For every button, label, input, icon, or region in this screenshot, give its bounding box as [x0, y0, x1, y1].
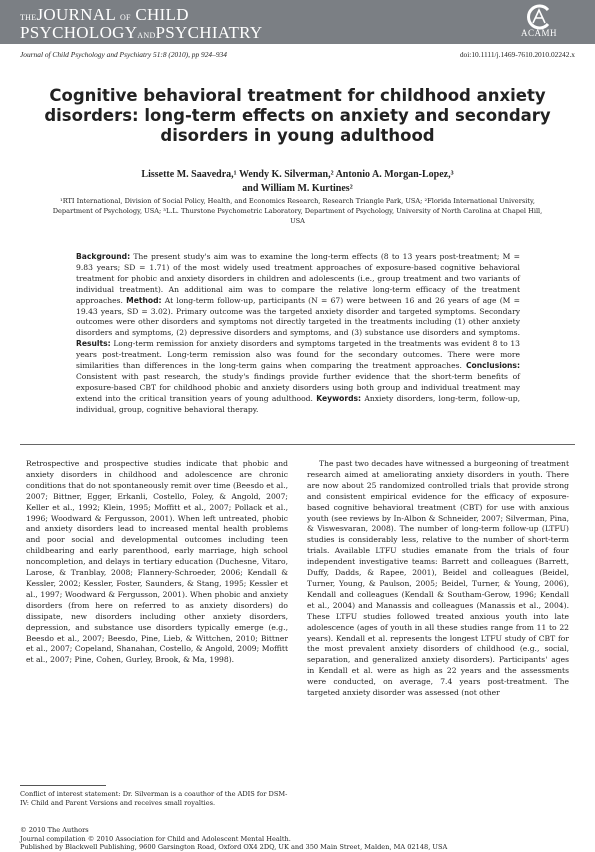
- abstract-conclusions-text: Consistent with past research, the study's findings provide further evidence that the short-term benefits of exposure-based CBT for childhood phobic and anxiety disorders using both group and individual treatment may extend into the critical transition years of young adulthood.: [76, 371, 520, 403]
- abstract-results-label: Results:: [76, 339, 111, 349]
- copyright-line-3: Published by Blackwell Publishing, 9600 Garsington Road, Oxford OX4 2DQ, UK and 350 Main Street, Malden, MA 02148, USA: [20, 843, 448, 851]
- acamh-text: ACAMH: [520, 28, 557, 38]
- logo-psychiatry: PSYCHIATRY: [155, 23, 263, 42]
- copyright-block: [20, 826, 580, 852]
- conflict-of-interest-footnote: Conflict of interest statement: Dr. Silverman is a coauthor of the ADIS for DSM-IV: Child and Parent Versions and receives small royalties.: [20, 790, 288, 807]
- logo-child: CHILD: [135, 5, 189, 24]
- abstract-background-text: The present study's aim was to examine the long-term effects (8 to 13 years post-treatment; M = 9.83 years; SD = 1.71) of the most widely used treatment approaches of exposure-based cognitive behavioral treatment for phobic and anxiety disorders in children and adolescents (i.e., group treatment and two variants of individual treatment). An additional aim was to compare the relative long-term efficacy of the treatment approaches.: [76, 252, 520, 305]
- abstract-results-text: Long-term remission for anxiety disorders and symptoms targeted in the treatments was evident 8 to 13 years post-treatment. Long-term remission also was found for the secondary outcomes. There were more similarities than differences in the long-term gains when comparing the treatment approaches.: [76, 339, 520, 371]
- affiliations: ¹RTI International, Division of Social Policy, Health, and Economics Research, Research Triangle Park, USA; ²Florida International University, Department of Psychology, USA; ³L.L. Thurstone Psychometric Laboratory, Department of Psychology, University of North Carolina at Chapel Hill, USA: [52, 197, 543, 225]
- acamh-logo: [509, 4, 569, 42]
- authors-line-1: Lissette M. Saavedra,¹ Wendy K. Silverman,² Antonio A. Morgan-Lopez,³: [141, 169, 454, 180]
- abstract-keywords-label: Keywords:: [316, 393, 362, 403]
- body-paragraph: The past two decades have witnessed a burgeoning of treatment research aimed at ameliorating anxiety disorders in youth. There are now about 25 randomized controlled trials that provide strong and consistent empirical evidence for the efficacy of exposure-based cognitive behavioral treatment (CBT) for use with anxious youth (see reviews by In-Albon & Schneider, 2007; Silverman, Pina, & Viswesvaran, 2008). The number of long-term follow-up (LTFU) studies is considerably less, relative to the number of short-term trials. Available LTFU studies emanate from the trials of four independent investigative teams: Barrett and colleagues (Barrett, Duffy, Dadds, & Rapee, 2001), Beidel and colleagues (Beidel, Turner, Young, & Paulson, 2005; Beidel, Turner, & Young, 2006), Kendall and colleagues (Kendall & Southam-Gerow, 1996; Kendall et al., 2004) and Manassis and colleagues (Manassis et al., 2004). These LTFU studies followed treated anxious youth into late adolescence (ages of youth in all these studies range from 11 to 22 years). Kendall et al. represents the longest LTFU study of CBT for the most prevalent anxiety disorders of childhood (e.g., social, separation, and generalized anxiety disorders). Participants' ages in Kendall et al. were as high as 22 years and the assessments were conducted, on average, 7.4 years post-treatment. The targeted anxiety disorder was assessed (not other: [307, 459, 569, 698]
- authors: [60, 168, 535, 196]
- logo-of: OF: [119, 13, 131, 22]
- abstract-conclusions-label: Conclusions:: [465, 361, 520, 371]
- abstract-method-label: Method:: [126, 295, 162, 305]
- copyright-line-2: Journal compilation © 2010 Association for Child and Adolescent Mental Health.: [20, 834, 291, 843]
- doi: doi:10.1111/j.1469-7610.2010.02242.x: [459, 50, 575, 59]
- journal-logo: [20, 6, 262, 41]
- logo-psychology: PSYCHOLOGY: [20, 23, 138, 42]
- body-column-left: [26, 459, 288, 666]
- abstract-background-label: Background:: [76, 252, 131, 261]
- journal-citation: Journal of Child Psychology and Psychiatry 51:8 (2010), pp 924–934: [20, 50, 227, 59]
- logo-the: THE: [20, 13, 37, 22]
- article-title: Cognitive behavioral treatment for childhood anxiety disorders: long-term effects on anxiety and secondary disorders in young adulthood: [44, 86, 551, 145]
- abstract-keywords-text: Anxiety disorders, long-term, follow-up, individual, group, cognitive behavioral therapy.: [76, 393, 520, 414]
- logo-journal: JOURNAL: [36, 5, 116, 24]
- copyright-line-1: © 2010 The Authors: [20, 826, 89, 834]
- footnote-divider: [20, 785, 106, 786]
- abstract: [76, 252, 520, 416]
- body-column-right: [307, 459, 569, 699]
- body-paragraph: Retrospective and prospective studies indicate that phobic and anxiety disorders in childhood and adolescence are chronic conditions that do not spontaneously remit over time (Beesdo et al., 2007; Bittner, Egger, Erkanli, Costello, Foley, & Angold, 2007; Keller et al., 1992; Klein, 1995; Moffitt et al., 2007; Pollack et al., 1996; Woodward & Fergusson, 2001). When left untreated, phobic and anxiety disorders lead to increased mental health problems and poor social and developmental outcomes including teen childbearing and early parenthood, early marriage, high school noncompletion, and delays in tertiary education (Duchesne, Vitaro, Larose, & Tranblay, 2008; Flannery-Schroeder, 2006; Kendall & Kessler, 2002; Kessler, Foster, Saunders, & Stang, 1995; Kessler et al., 1997; Woodward & Fergusson, 2001). When phobic and anxiety disorders (from here on referred to as anxiety disorders) do dissipate, new disorders including other anxiety disorders, depression, and substance use disorders typically emerge (e.g., Beesdo et al., 2007; Beesdo, Pine, Lieb, & Wittchen, 2010; Bittner et al., 2007; Copeland, Shanahan, Costello, & Angold, 2009; Moffitt et al., 2007; Pine, Cohen, Gurley, Brook, & Ma, 1998).: [26, 459, 288, 665]
- logo-and: AND: [137, 31, 156, 40]
- abstract-method-text: At long-term follow-up, participants (N = 67) were between 16 and 26 years of age (M = 19.43 years, SD = 3.02). Primary outcome was the targeted anxiety disorder and targeted symptoms. Secondary outcomes were other disorders and symptoms not directly targeted in the treatments including (1) other anxiety disorders and symptoms, (2) depressive disorders and symptoms, and (3) substance use disorders and symptoms.: [76, 295, 520, 338]
- acamh-emblem-icon: [524, 4, 554, 30]
- authors-line-2: and William M. Kurtines²: [242, 183, 353, 194]
- section-divider: [20, 444, 575, 445]
